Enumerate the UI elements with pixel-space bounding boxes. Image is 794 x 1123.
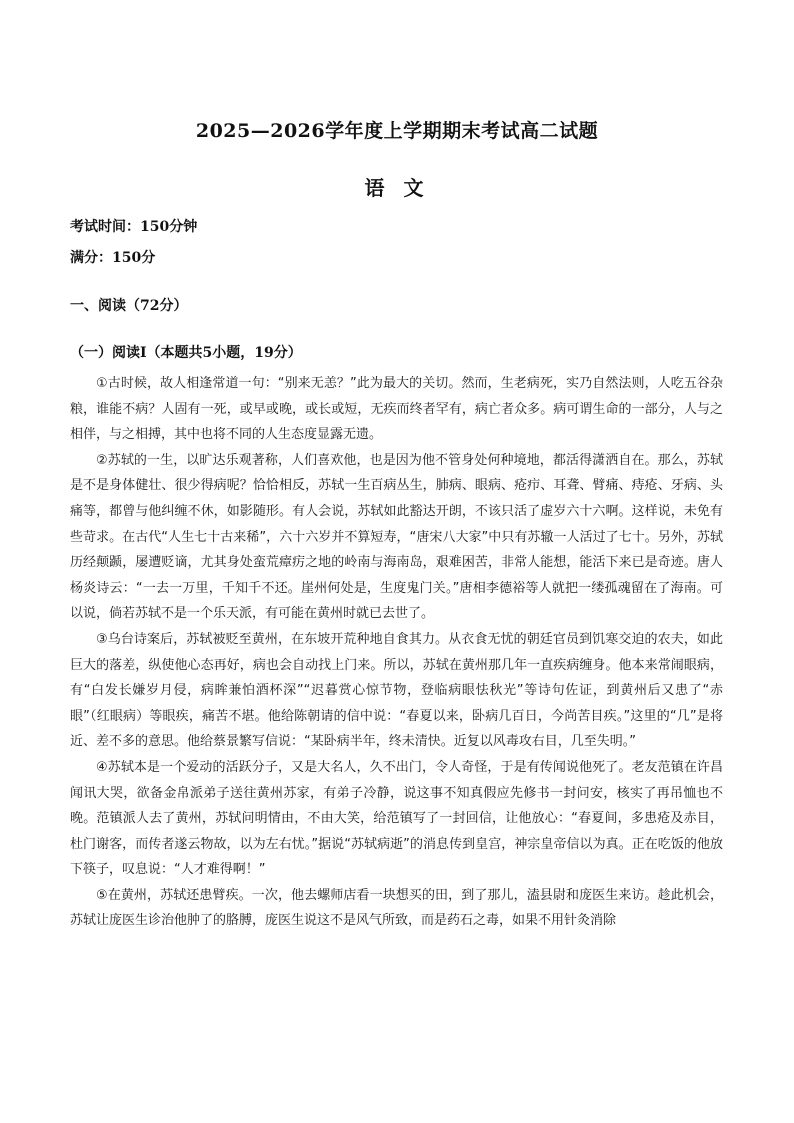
exam-title: 2025—2026学年度上学期期末考试高二试题 [195, 120, 599, 142]
passage-paragraph-4: ④苏轼本是一个爱动的活跃分子，又是大名人，久不出门，令人奇怪，于是有传闻说他死了。老友范镇在许昌闻讯大哭，欲备金帛派弟子送往黄州苏家，有弟子冷静，说这事不知真假应先修书一封问安，核实了再吊恤也不晚。范镇派人去了黄州，苏轼问明情由，不由大笑，给范镇写了一封回信，让他放心：“春夏间，多患疮及赤目，杜门谢客，而传者遂云物故，以为左右忧。”据说“苏轼病逝”的消息传到皇宫，神宗皇帝信以为真。正在吃饭的他放下筷子，叹息说：“人才难得啊！” [70, 759, 723, 878]
full-score: 满分：150分 [70, 250, 156, 266]
reading-passage [70, 371, 723, 934]
section-heading: 一、阅读（72分） [70, 298, 188, 314]
exam-time: 考试时间：150分钟 [70, 219, 198, 235]
passage-paragraph-3: ③乌台诗案后，苏轼被贬至黄州，在东坡开荒种地自食其力。从衣食无忧的朝廷官员到饥寒交迫的农夫，如此巨大的落差，纵使他心态再好，病也会自动找上门来。所以，苏轼在黄州那几年一直疾病缠身。他本来常闹眼病，有“白发长嫌岁月侵，病眸兼怕酒杯深”“迟暮赏心惊节物，登临病眼怯秋光”等诗句佐证，到黄州后又患了“赤眼”（红眼病）等眼疾，痛苦不堪。他给陈朝请的信中说：“春夏以来，卧病几百日，今尚苦目疾。”这里的“几”是将近、差不多的意思。他给蔡景繁写信说：“某卧病半年，终未清快。近复以风毒攻右目，几至失明。” [70, 631, 723, 750]
subject-title: 语 文 [364, 176, 430, 200]
passage-paragraph-5: ⑤在黄州，苏轼还患臂疾。一次，他去螺师店看一块想买的田，到了那儿，溘县尉和庞医生来访。趁此机会，苏轼让庞医生诊治他肿了的胳膊，庞医生说这不是风气所致，而是药石之毒，如果不用针灸消除 [70, 887, 723, 929]
passage-paragraph-2: ②苏轼的一生，以旷达乐观著称，人们喜欢他，也是因为他不管身处何种境地，都活得潇洒自在。那么，苏轼是不是身体健壮、很少得病呢？恰恰相反，苏轼一生百病丛生，肺病、眼病、疮疖、耳聋、臂痛、痔疮、牙病、头痛等，都曾与他纠缠不休，如影随形。有人会说，苏轼如此豁达开朗，不该只活了虚岁六十六啊。这样说，未免有些苛求。在古代“人生七十古来稀”，六十六岁并不算短寿，“唐宋八大家”中只有苏辙一人活过了七十。另外，苏轼历经颠踬，屡遭贬谪，尤其身处蛮荒瘴疠之地的岭南与海南岛，艰难困苦，非常人能想，能活下来已是奇迹。唐人杨炎诗云：“一去一万里，千知千不还。崖州何处是，生度鬼门关。”唐相李德裕等人就把一缕孤魂留在了海南。可以说，倘若苏轼不是一个乐天派，有可能在黄州时就已去世了。 [70, 452, 723, 622]
reading-sub-heading: （一）阅读I（本题共5小题，19分） [70, 345, 302, 361]
passage-paragraph-1: ①古时候，故人相逢常道一句：“别来无恙？”此为最大的关切。然而，生老病死，实乃自然法则，人吃五谷杂粮，谁能不病？人固有一死，或早或晚，或长或短，无疾而终者罕有，病亡者众多。病可谓生命的一部分，人与之相伴，与之相搏，其中也将不同的人生态度显露无遗。 [70, 376, 723, 443]
